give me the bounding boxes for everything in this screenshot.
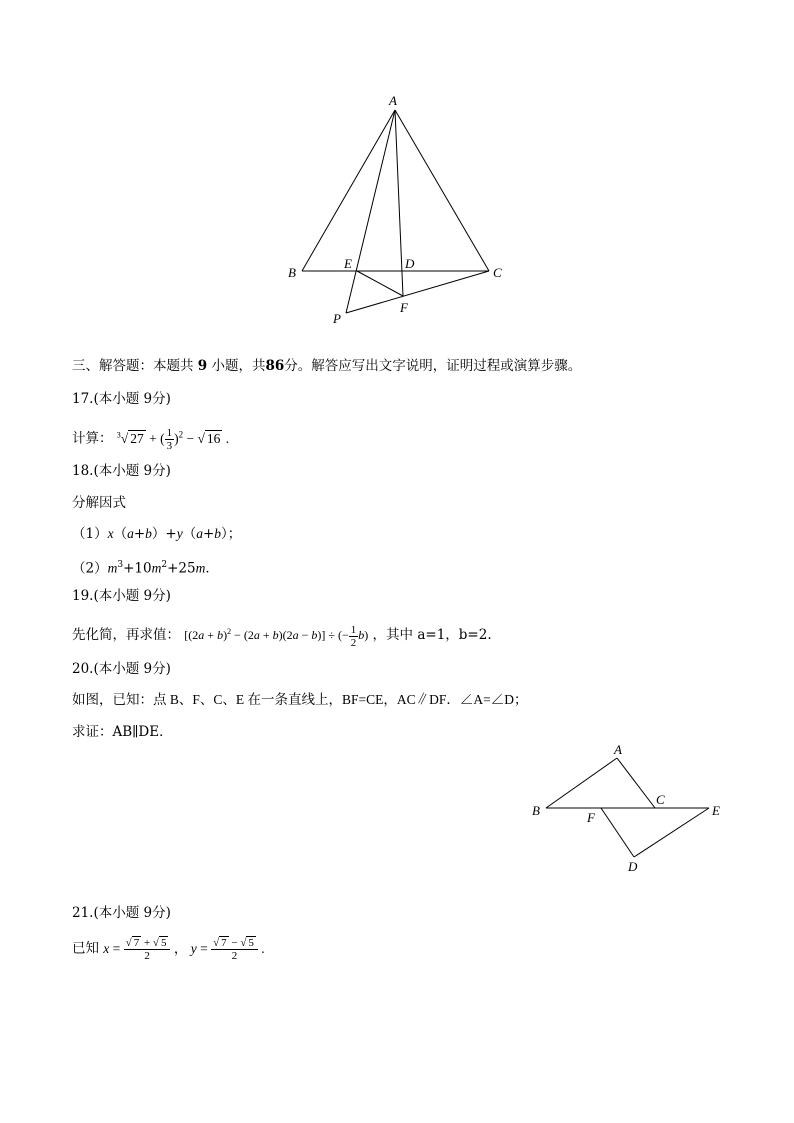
q20-header: 20.(本小题 9分) <box>72 661 171 677</box>
q19-problem <box>72 622 492 649</box>
q17-expression: $^3$√ 27 + ( $\frac{1}{3}$ )$^2$ − √ 16 . <box>116 426 230 452</box>
q19-expression: $[(2a + b)^2 - (2a + b)(2a - b)]$ ÷ (− $\frac{1}{2}$ b) <box>184 623 369 649</box>
fig2-label-E: E <box>712 803 720 818</box>
q18-item-1: （1）x（a+b）+y（a+b）； <box>72 526 242 542</box>
section-prefix: 三、解答题：本题共 <box>72 358 194 374</box>
q20-to-prove: 求证：AB∥DE． <box>72 724 173 740</box>
label-F: F <box>400 300 408 315</box>
label-C: C <box>493 265 502 280</box>
triangle-figure-2 <box>0 740 794 880</box>
q17-problem <box>72 424 229 452</box>
q21-expression: x = $\frac{√ 7 + √ 5}{2}$ ， y = $\frac{√ 7 - √ 5}{2}$ . <box>103 937 265 962</box>
q19-header: 19.(本小题 9分) <box>72 588 171 604</box>
label-B: B <box>288 265 296 280</box>
q18-prompt: 分解因式 <box>72 495 126 511</box>
fig2-label-D: D <box>628 859 638 874</box>
section-points: 86 <box>265 358 285 374</box>
label-E: E <box>344 256 352 271</box>
q18-item-1-num: （1） <box>72 526 108 542</box>
section-heading <box>72 356 581 376</box>
fig2-label-B: B <box>532 803 540 818</box>
section-suffix: 分。解答应写出文字说明，证明过程或演算步骤。 <box>284 358 582 374</box>
fig2-label-A: A <box>614 742 622 757</box>
q19-prompt: 先化简，再求值： <box>72 627 180 643</box>
section-count: 9 <box>197 358 208 374</box>
label-P: P <box>333 311 341 326</box>
label-A: A <box>389 93 397 108</box>
q21-prompt: 已知 <box>72 940 99 957</box>
q20-statement: 如图，已知：点 B、F、C、E 在一条直线上，BF=CE，AC∥DF．∠A=∠D； <box>72 692 528 707</box>
section-mid: 小题，共 <box>211 358 266 374</box>
q19-given: ，其中 a=1，b=2. <box>372 627 492 643</box>
q18-header: 18.(本小题 9分) <box>72 463 171 479</box>
q17-prompt: 计算： <box>72 430 113 447</box>
fig2-label-F: F <box>587 810 595 825</box>
triangle-figure-1 <box>0 0 794 340</box>
q18-item-2-num: （2） <box>72 560 108 577</box>
fig2-label-C: C <box>656 792 665 807</box>
q18-item-2: $(2)m^3+10m^2+25m$． <box>72 560 219 577</box>
q21-header: 21.(本小题 9分) <box>72 905 171 921</box>
q17-header: 17.(本小题 9分) <box>72 391 171 407</box>
q21-problem <box>72 937 265 962</box>
label-D: D <box>405 256 415 271</box>
